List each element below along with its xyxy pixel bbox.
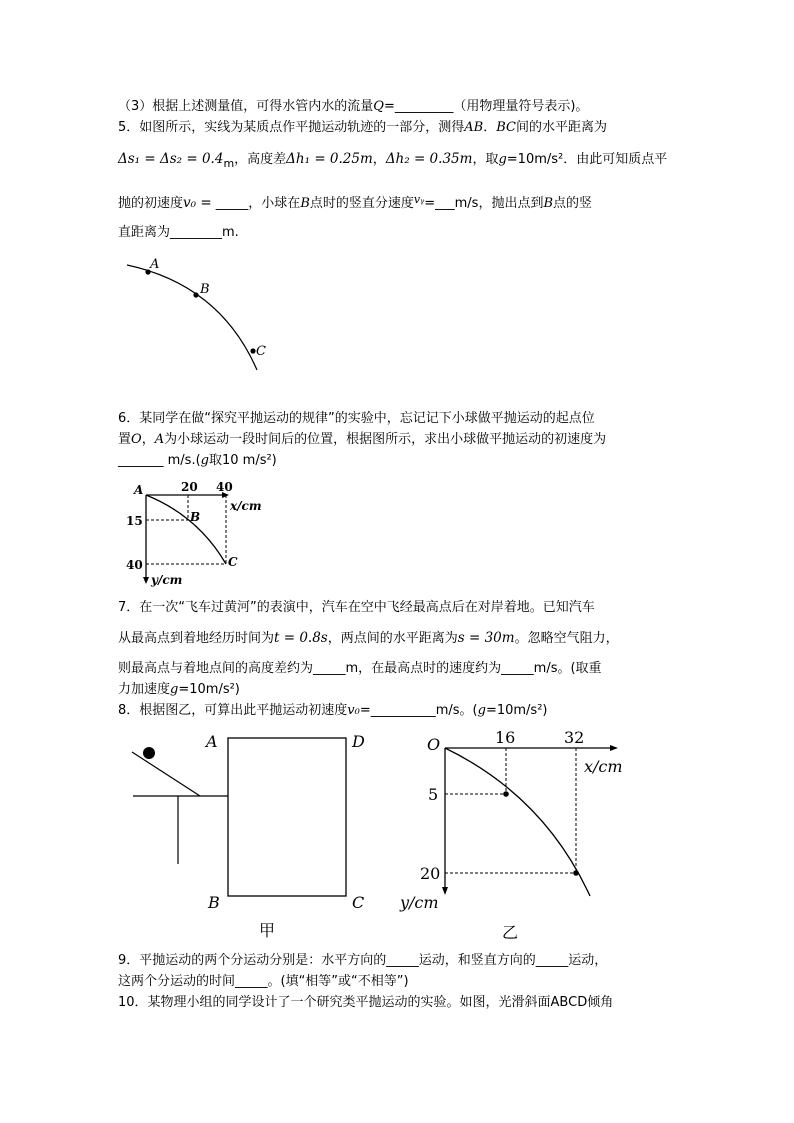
label-c: C	[352, 893, 365, 912]
q9-line2: 这两个分运动的时间_____。(填“相等”或“不相等”)	[118, 974, 409, 989]
x-tick-40: 40	[216, 480, 233, 494]
q5-line2: $\Delta s_1 = \Delta s_2 = 0.4_m$，高度差Δh₁ = 0.25m，Δh₂ = 0.35m，取g=10m/s²．由此可知质点平	[118, 151, 668, 170]
origin-label: O	[427, 735, 441, 754]
q6-line1: 6．某同学在做“探究平抛运动的规律”的实验中，忘记记下小球做平抛运动的起点位	[118, 411, 595, 426]
trajectory-curve	[127, 265, 257, 370]
trajectory-curve	[445, 748, 590, 896]
trajectory-curve	[146, 495, 226, 564]
label-a: A	[206, 732, 218, 751]
y-tick-40: 40	[126, 558, 143, 572]
y-axis-label: y/cm	[400, 893, 439, 912]
q8-line: 8．根据图乙，可算出此平抛运动初速度v₀=__________m/s。(g=10m/s²)	[118, 703, 548, 718]
q5-line1: 5．如图所示，实线为某质点作平抛运动轨迹的一部分，测得AB．BC间的水平距离为	[118, 120, 608, 135]
q5-line4: 直距离为________m.	[118, 225, 239, 240]
q7-line4: 力加速度g=10m/s²)	[118, 682, 240, 697]
x-tick-32: 32	[564, 728, 585, 747]
board	[228, 738, 346, 896]
label-b: B	[200, 282, 210, 297]
q10-line1: 10．某物理小组的同学设计了一个研究类平抛运动的实验。如图，光滑斜面ABCD倾角	[118, 995, 614, 1010]
incline	[132, 752, 200, 796]
point-c	[250, 348, 255, 353]
x-tick-16: 16	[495, 728, 516, 747]
caption-yi: 乙	[502, 923, 519, 942]
q6-line3: _______ m/s.(g取10 m/s²)	[118, 453, 277, 468]
y-tick-5: 5	[428, 785, 439, 804]
y-tick-20: 20	[420, 864, 441, 883]
q6-graph	[122, 480, 272, 590]
q3-line: （3）根据上述测量值，可得水管内水的流量Q=_________（用物理量符号表示)。	[118, 99, 589, 114]
x-axis-label: x/cm	[584, 757, 623, 776]
y-axis-arrow	[143, 577, 149, 584]
x-axis-label: x/cm	[230, 499, 262, 513]
ball	[143, 747, 155, 759]
point-b	[193, 292, 198, 297]
q5-trajectory-figure	[120, 255, 270, 375]
point-16-5	[503, 791, 509, 797]
label-d: D	[352, 732, 365, 751]
q7-line1: 7．在一次“飞车过黄河”的表演中，汽车在空中飞经最高点后在对岸着地。已知汽车	[118, 600, 595, 615]
label-c: C	[228, 555, 238, 569]
label-c: C	[256, 344, 266, 359]
label-b: B	[208, 893, 220, 912]
fig8-graph	[400, 728, 658, 943]
fig8-apparatus	[128, 728, 378, 943]
y-axis-arrow	[442, 887, 448, 895]
label-a: A	[134, 483, 144, 497]
q9-line1: 9．平抛运动的两个分运动分别是：水平方向的_____运动，和竖直方向的_____运动，	[118, 953, 608, 968]
q6-line2: 置O，A为小球运动一段时间后的位置，根据图所示，求出小球做平抛运动的初速度为	[118, 432, 607, 447]
point-32-20	[573, 870, 579, 876]
label-a: A	[150, 257, 160, 272]
label-b: B	[190, 510, 201, 524]
caption-jia: 甲	[259, 921, 276, 940]
y-tick-15: 15	[126, 514, 143, 528]
x-tick-20: 20	[181, 480, 198, 494]
x-axis-arrow	[610, 745, 618, 751]
q7-line2: 从最高点到着地经历时间为t = 0.8s，两点间的水平距离为s = 30m。忽略空气阻力，	[118, 630, 619, 646]
y-axis-label: y/cm	[151, 573, 183, 587]
q7-line3: 则最高点与着地点间的高度差约为_____m，在最高点时的速度约为_____m/s。(取重	[118, 661, 602, 676]
q5-line3: 抛的初速度v₀ = _____，小球在B点时的竖直分速度$^{vᵧ}$=___m/s，抛出点到B点的竖	[118, 193, 593, 211]
